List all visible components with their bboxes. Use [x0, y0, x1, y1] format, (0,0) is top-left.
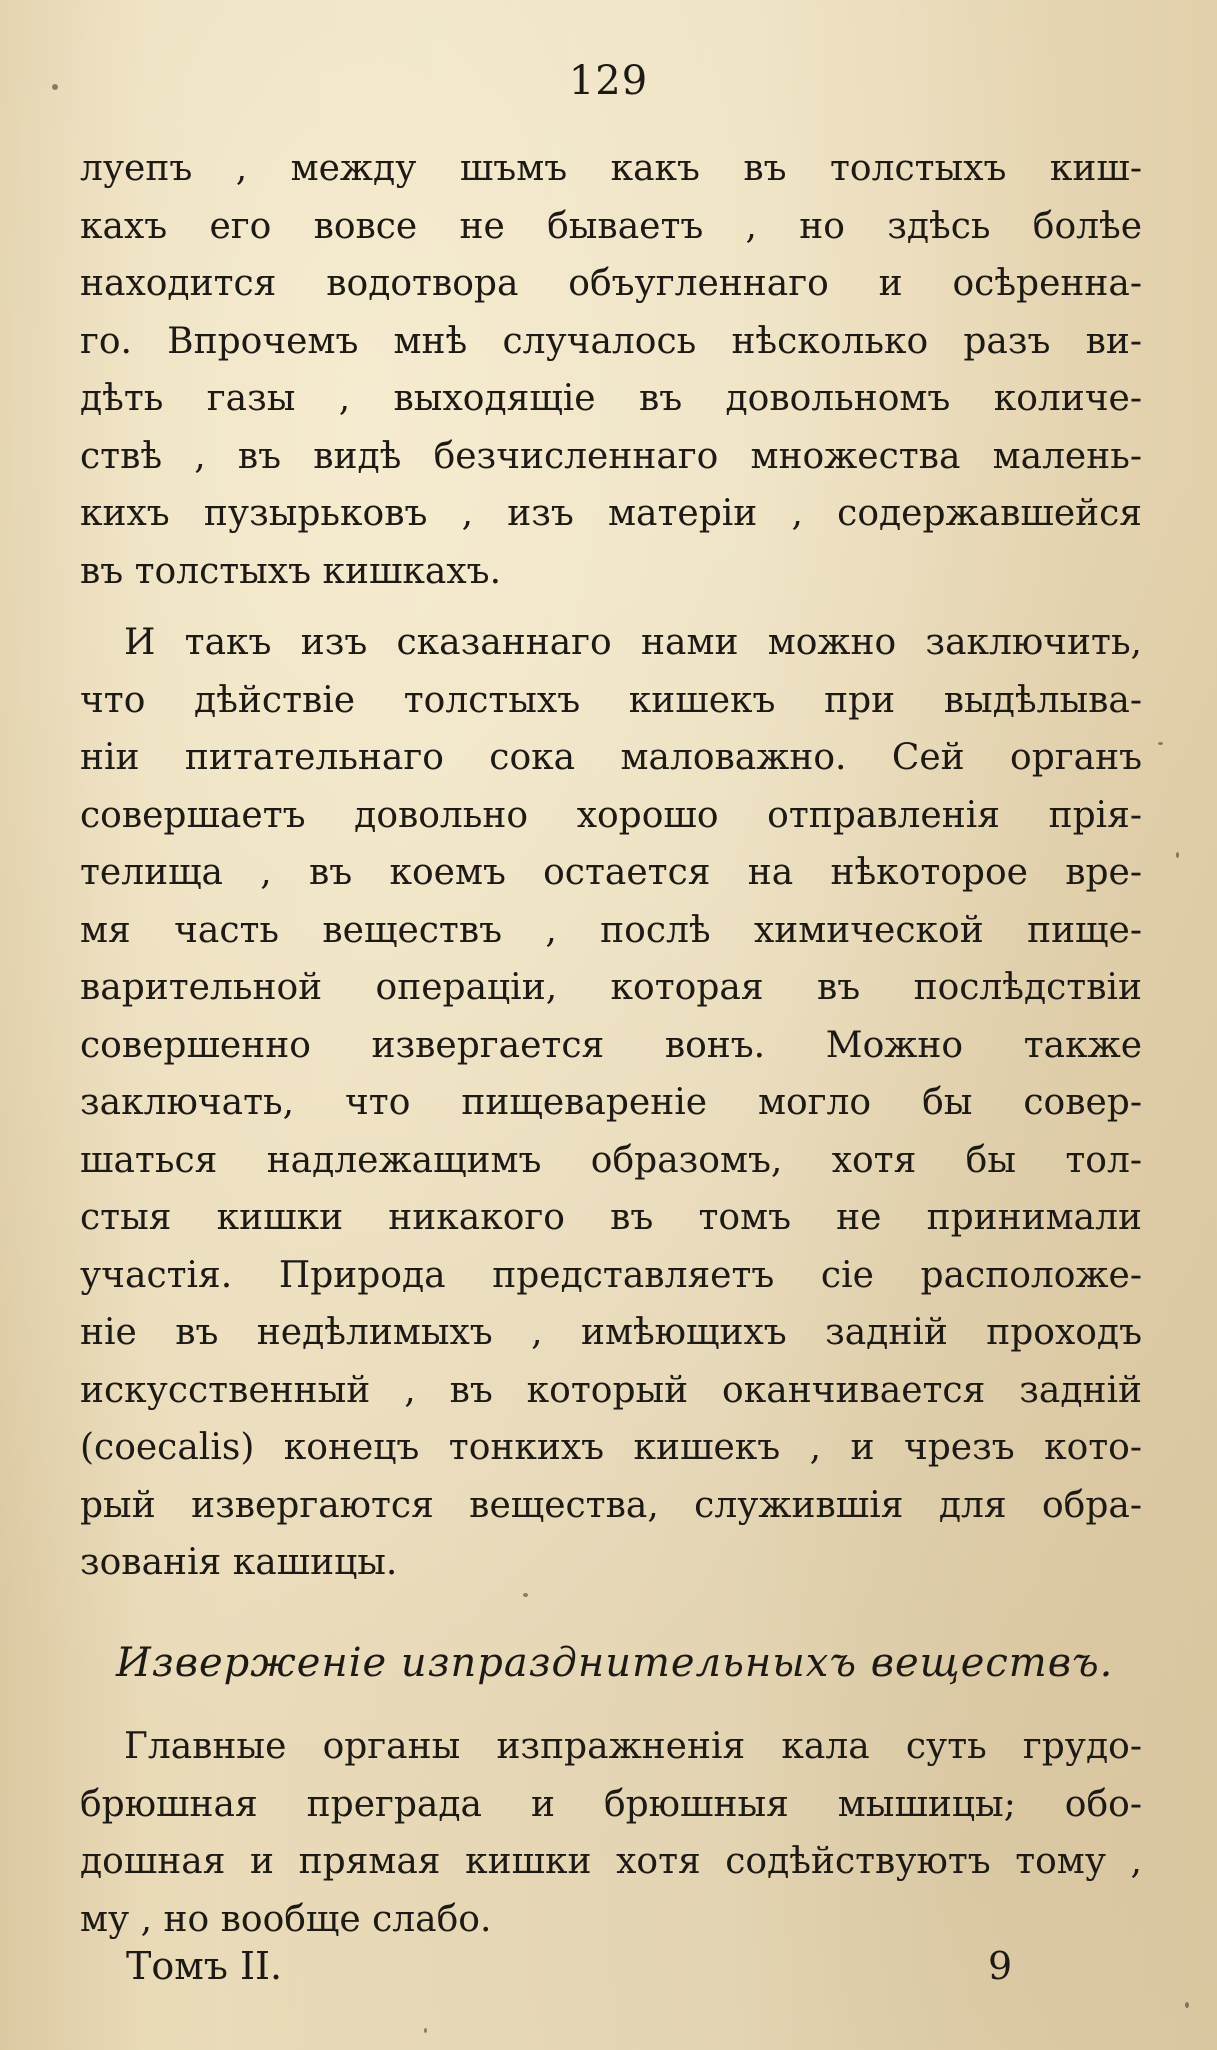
text-line: совершенно извергается вонъ. Можно также: [80, 1024, 1142, 1066]
sheet-number: 9: [988, 1944, 1013, 1988]
paragraph-gap: [80, 600, 1142, 614]
text-line: му , но вообще слабо.: [80, 1898, 492, 1940]
text-line: кихъ пузырьковъ , изъ матеріи , содержавшейся: [80, 493, 1142, 534]
paper-speck: [1185, 2002, 1189, 2008]
text-line: ствѣ , въ видѣ безчисленнаго множества малень-: [80, 435, 1142, 477]
text-line: заключать, что пищевареніе могло бы совер-: [80, 1082, 1142, 1123]
text-line: варительной операціи, которая въ послѣдствіи: [80, 967, 1142, 1008]
text-line: го. Впрочемъ мнѣ случалось нѣсколько разъ ви-: [80, 320, 1142, 362]
text-line: искусственный , въ который оканчивается задній: [80, 1369, 1142, 1411]
paper-speck: [52, 84, 58, 90]
text-line: кахъ его вовсе не бываетъ , но здѣсь болѣе: [80, 205, 1142, 247]
text-line: ніе въ недѣлимыхъ , имѣющихъ задній проходъ: [80, 1312, 1142, 1353]
text-line: брюшная преграда и брюшныя мышицы; обо-: [80, 1783, 1142, 1825]
text-line: Главные органы изпражненія кала суть грудо-: [124, 1726, 1142, 1767]
text-line: дошная и прямая кишки хотя содѣйствуютъ тому ,: [80, 1841, 1142, 1882]
text-line: И такъ изъ сказаннаго нами можно заключить,: [124, 622, 1142, 663]
section-heading: Изверженіе изпразднительныхъ веществъ.: [116, 1640, 1114, 1686]
text-line: луепъ , между шъмъ какъ въ толстыхъ киш-: [80, 148, 1142, 189]
text-line: ніи питательнаго сока маловажно. Сей органъ: [80, 737, 1142, 778]
text-line: совершаетъ довольно хорошо отправленія прія-: [80, 794, 1142, 836]
text-line: въ толстыхъ кишкахъ.: [80, 550, 502, 592]
text-line: что дѣйствіе толстыхъ кишекъ при выдѣлыва-: [80, 679, 1142, 721]
body-text: [80, 140, 1142, 1592]
text-line: стыя кишки никакого въ томъ не принимали: [80, 1197, 1142, 1238]
paper-speck: [523, 1593, 528, 1597]
text-line: дѣть газы , выходящіе въ довольномъ количе-: [80, 378, 1142, 419]
text-line: шаться надлежащимъ образомъ, хотя бы тол-: [80, 1139, 1142, 1181]
paper-speck: [424, 2028, 427, 2033]
signature-mark: Томъ II.: [126, 1944, 283, 1988]
page-number: 129: [568, 58, 649, 104]
text-line: (coecalis) конецъ тонкихъ кишекъ , и чрезъ кото-: [80, 1427, 1142, 1468]
paper-speck: [1158, 742, 1163, 745]
text-line: находится водотвора объугленнаго и осѣренна-: [80, 263, 1142, 304]
paragraph: [80, 614, 1142, 1592]
text-line: телища , въ коемъ остается на нѣкоторое вре-: [80, 852, 1142, 893]
text-line: зованія кашицы.: [80, 1542, 398, 1583]
text-line: рый извергаются вещества, служившія для обра-: [80, 1484, 1142, 1526]
paragraph: [80, 140, 1142, 600]
paper-speck: [1176, 852, 1179, 858]
body-text-after-heading: [80, 1718, 1142, 1948]
text-line: мя часть веществъ , послѣ химической пище-: [80, 909, 1142, 951]
text-line: участія. Природа представляетъ сіе расположе-: [80, 1254, 1142, 1296]
